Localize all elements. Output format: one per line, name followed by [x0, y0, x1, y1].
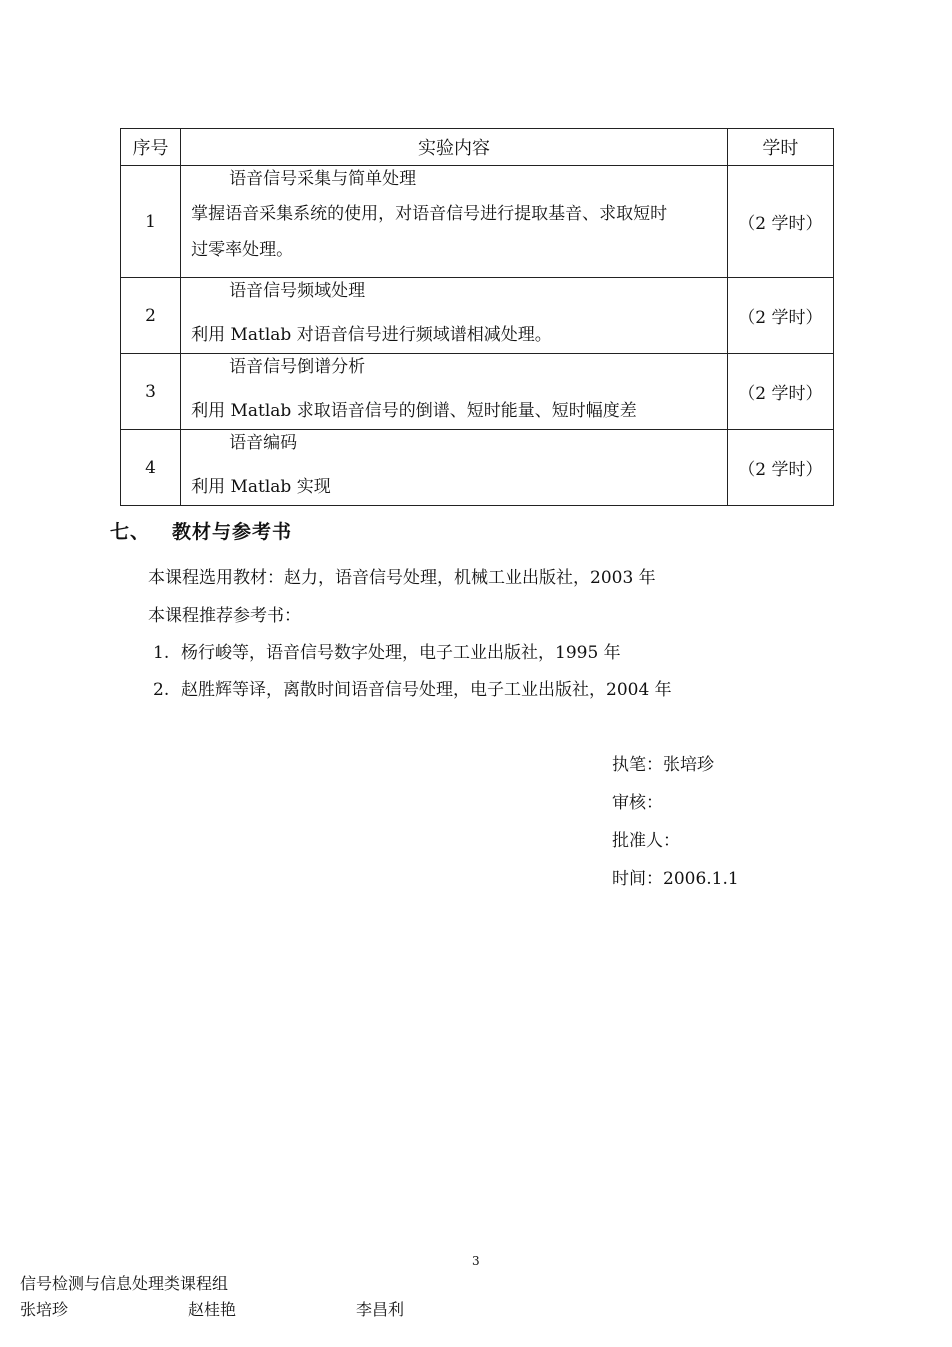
- row-content: [181, 430, 728, 506]
- textbook-line: 本课程选用教材：赵力，语音信号处理，机械工业出版社，2003 年: [148, 568, 656, 588]
- footer-member: 李昌利: [356, 1300, 405, 1319]
- footer-member: 赵桂艳: [188, 1300, 237, 1319]
- row-number: 2: [121, 278, 181, 354]
- reference-item: [153, 638, 621, 663]
- reference-text: 赵胜辉等译，离散时间语音信号处理，电子工业出版社，2004 年: [181, 680, 672, 700]
- reference-index: 1.: [153, 643, 170, 663]
- section-heading: [110, 517, 292, 544]
- experiment-title: 语音信号倒谱分析: [229, 357, 366, 377]
- table-header-row: [121, 129, 834, 166]
- row-hours: （2 学时）: [727, 430, 833, 506]
- signoff-date: 时间：2006.1.1: [612, 869, 739, 889]
- reference-item: [153, 675, 672, 700]
- experiment-table: [120, 128, 834, 506]
- header-content: 实验内容: [181, 129, 728, 166]
- footer-member: 张培珍: [20, 1300, 69, 1319]
- signoff-approver: 批准人：: [612, 831, 680, 851]
- desc-line: 过零率处理。: [191, 240, 294, 260]
- row-number: 4: [121, 430, 181, 506]
- experiment-desc: [191, 196, 723, 268]
- table-row: [121, 278, 834, 354]
- footer-group: 信号检测与信息处理类课程组: [20, 1274, 229, 1293]
- experiment-title: 语音编码: [229, 433, 298, 453]
- row-hours: （2 学时）: [727, 278, 833, 354]
- header-hours: 学时: [727, 129, 833, 166]
- row-hours: （2 学时）: [727, 354, 833, 430]
- experiment-desc: 利用 Matlab 求取语音信号的倒谱、短时能量、短时幅度差: [191, 401, 637, 421]
- table-row: [121, 166, 834, 278]
- experiment-desc: 利用 Matlab 对语音信号进行频域谱相减处理。: [191, 325, 552, 345]
- signoff-author: 执笔：张培珍: [612, 755, 714, 775]
- desc-line: 掌握语音采集系统的使用，对语音信号进行提取基音、求取短时: [191, 204, 668, 224]
- references-intro: 本课程推荐参考书：: [148, 606, 301, 626]
- row-content: [181, 354, 728, 430]
- section-title: 教材与参考书: [172, 521, 293, 543]
- signoff-reviewer: 审核：: [612, 793, 663, 813]
- table-row: [121, 354, 834, 430]
- reference-text: 杨行峻等，语音信号数字处理，电子工业出版社，1995 年: [181, 643, 621, 663]
- section-number: 七、: [110, 521, 151, 543]
- experiment-desc: 利用 Matlab 实现: [191, 477, 331, 497]
- reference-index: 2.: [153, 680, 170, 700]
- row-content: [181, 166, 728, 278]
- row-number: 3: [121, 354, 181, 430]
- header-no: 序号: [121, 129, 181, 166]
- row-hours: （2 学时）: [727, 166, 833, 278]
- row-content: [181, 278, 728, 354]
- page-number: 3: [472, 1254, 480, 1268]
- experiment-title: 语音信号频域处理: [229, 281, 366, 301]
- table-row: [121, 430, 834, 506]
- experiment-title: 语音信号采集与简单处理: [229, 169, 417, 189]
- row-number: 1: [121, 166, 181, 278]
